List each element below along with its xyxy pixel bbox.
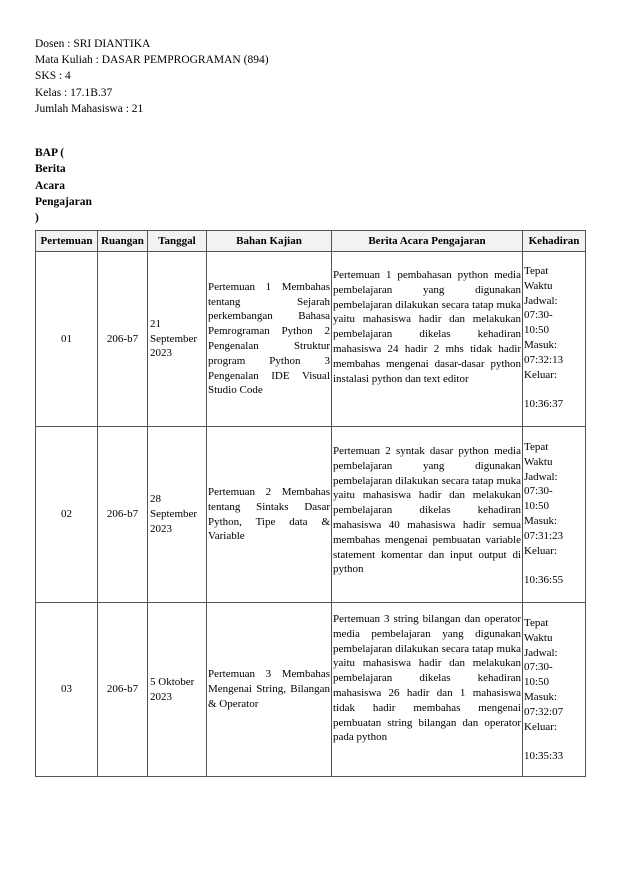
masuk-time: 07:32:13	[524, 353, 564, 366]
spacer	[524, 558, 584, 573]
dosen-line: Dosen : SRI DIANTIKA	[35, 38, 151, 50]
column-header-berita-acara: Berita Acara Pengajaran	[332, 231, 523, 252]
masuk-time: 07:32:07	[524, 705, 564, 718]
masuk-label: Masuk:	[524, 514, 557, 527]
keluar-label: Keluar:	[524, 720, 557, 733]
kehadiran-status: Tepat	[524, 617, 549, 629]
jumlah-mahasiswa-line: Jumlah Mahasiswa : 21	[35, 102, 144, 115]
ruangan-cell: 206-b7	[98, 252, 148, 427]
table-row	[36, 603, 586, 777]
kehadiran-waktu: Waktu	[524, 455, 553, 468]
table-row	[36, 427, 586, 603]
bap-heading-line: )	[35, 212, 39, 225]
kehadiran-cell	[523, 603, 586, 777]
jadwal-end: 10:50	[524, 500, 550, 513]
jadwal-label: Jadwal:	[524, 294, 558, 307]
tanggal-cell: 21 September 2023	[148, 252, 207, 427]
column-header-ruangan: Ruangan	[98, 231, 148, 252]
bahan-kajian-cell: Pertemuan 3 Membahas Mengenai String, Bilangan & Operator	[207, 603, 332, 777]
table-header-row	[36, 231, 586, 252]
mata-kuliah-line: Mata Kuliah : DASAR PEMPROGRAMAN (894)	[35, 54, 269, 67]
jadwal-label: Jadwal:	[524, 470, 558, 483]
ruangan-cell: 206-b7	[98, 427, 148, 603]
kehadiran-cell	[523, 427, 586, 603]
spacer	[524, 734, 584, 749]
pertemuan-cell: 02	[36, 427, 98, 603]
kehadiran-waktu: Waktu	[524, 631, 553, 644]
masuk-time: 07:31:23	[524, 529, 564, 542]
pertemuan-cell: 03	[36, 603, 98, 777]
bap-table	[35, 230, 586, 777]
column-header-pertemuan: Pertemuan	[36, 231, 98, 252]
jadwal-label: Jadwal:	[524, 646, 558, 659]
spacer	[524, 382, 584, 397]
jadwal-start: 07:30-	[524, 309, 553, 322]
ruangan-cell: 206-b7	[98, 603, 148, 777]
kehadiran-cell	[523, 252, 586, 427]
table-row	[36, 252, 586, 427]
course-info	[35, 36, 269, 117]
keluar-label: Keluar:	[524, 544, 557, 557]
berita-acara-cell: Pertemuan 2 syntak dasar python media pembelajaran yang digunakan pembelajaran dilakukan secara tatap muka yaitu mahasiswa hadir dan melakukan pembelajaran dikelas kehadiran mahasiswa 40 mahasiswa hadir semua membahas mengenai pembuatan variable statement komentar dan input output di python	[332, 427, 523, 603]
column-header-bahan-kajian: Bahan Kajian	[207, 231, 332, 252]
bap-heading-line: Berita	[35, 163, 66, 176]
tanggal-cell: 28 September 2023	[148, 427, 207, 603]
bap-heading-line: BAP (	[35, 147, 65, 159]
tanggal-cell: 5 Oktober 2023	[148, 603, 207, 777]
column-header-kehadiran: Kehadiran	[523, 231, 586, 252]
masuk-label: Masuk:	[524, 690, 557, 703]
kelas-line: Kelas : 17.1B.37	[35, 86, 113, 99]
jadwal-start: 07:30-	[524, 485, 553, 498]
jadwal-end: 10:50	[524, 324, 550, 337]
bahan-kajian-cell: Pertemuan 1 Membahas tentang Sejarah perkembangan Bahasa Pemrograman Python 2 Pengenalan Struktur program Python 3 Pengenalan IDE Visual Studio Code	[207, 252, 332, 427]
bap-heading-line: Pengajaran	[35, 195, 92, 208]
berita-acara-cell: Pertemuan 3 string bilangan dan operator media pembelajaran yang digunakan pembelajaran dilakukan secara tatap muka yaitu mahasiswa hadir dan melakukan pembelajaran dikelas kehadiran mahasiswa 26 hadir dan 1 mahasiswa tidak hadir membahas mengenai pembuatan string bilangan dan operator pada python	[332, 603, 523, 777]
bap-heading	[35, 145, 105, 226]
column-header-tanggal: Tanggal	[148, 231, 207, 252]
bahan-kajian-cell: Pertemuan 2 Membahas tentang Sintaks Dasar Python, Tipe data & Variable	[207, 427, 332, 603]
pertemuan-cell: 01	[36, 252, 98, 427]
kehadiran-status: Tepat	[524, 265, 549, 277]
jadwal-end: 10:50	[524, 676, 550, 689]
keluar-time: 10:36:55	[524, 574, 564, 587]
berita-acara-cell: Pertemuan 1 pembahasan python media pembelajaran yang digunakan pembelajaran dilakukan secara tatap muka yaitu mahasiswa hadir dan melakukan pembelajaran dikelas kehadiran mahasiswa 24 hadir 2 mhs tidak hadir membahas mengenai dasar-dasar python instalasi python dan text editor	[332, 252, 523, 427]
jadwal-start: 07:30-	[524, 661, 553, 674]
kehadiran-waktu: Waktu	[524, 279, 553, 292]
sks-line: SKS : 4	[35, 70, 71, 83]
keluar-label: Keluar:	[524, 368, 557, 381]
masuk-label: Masuk:	[524, 338, 557, 351]
kehadiran-status: Tepat	[524, 441, 549, 453]
keluar-time: 10:36:37	[524, 398, 564, 411]
keluar-time: 10:35:33	[524, 750, 564, 763]
bap-heading-line: Acara	[35, 179, 66, 192]
